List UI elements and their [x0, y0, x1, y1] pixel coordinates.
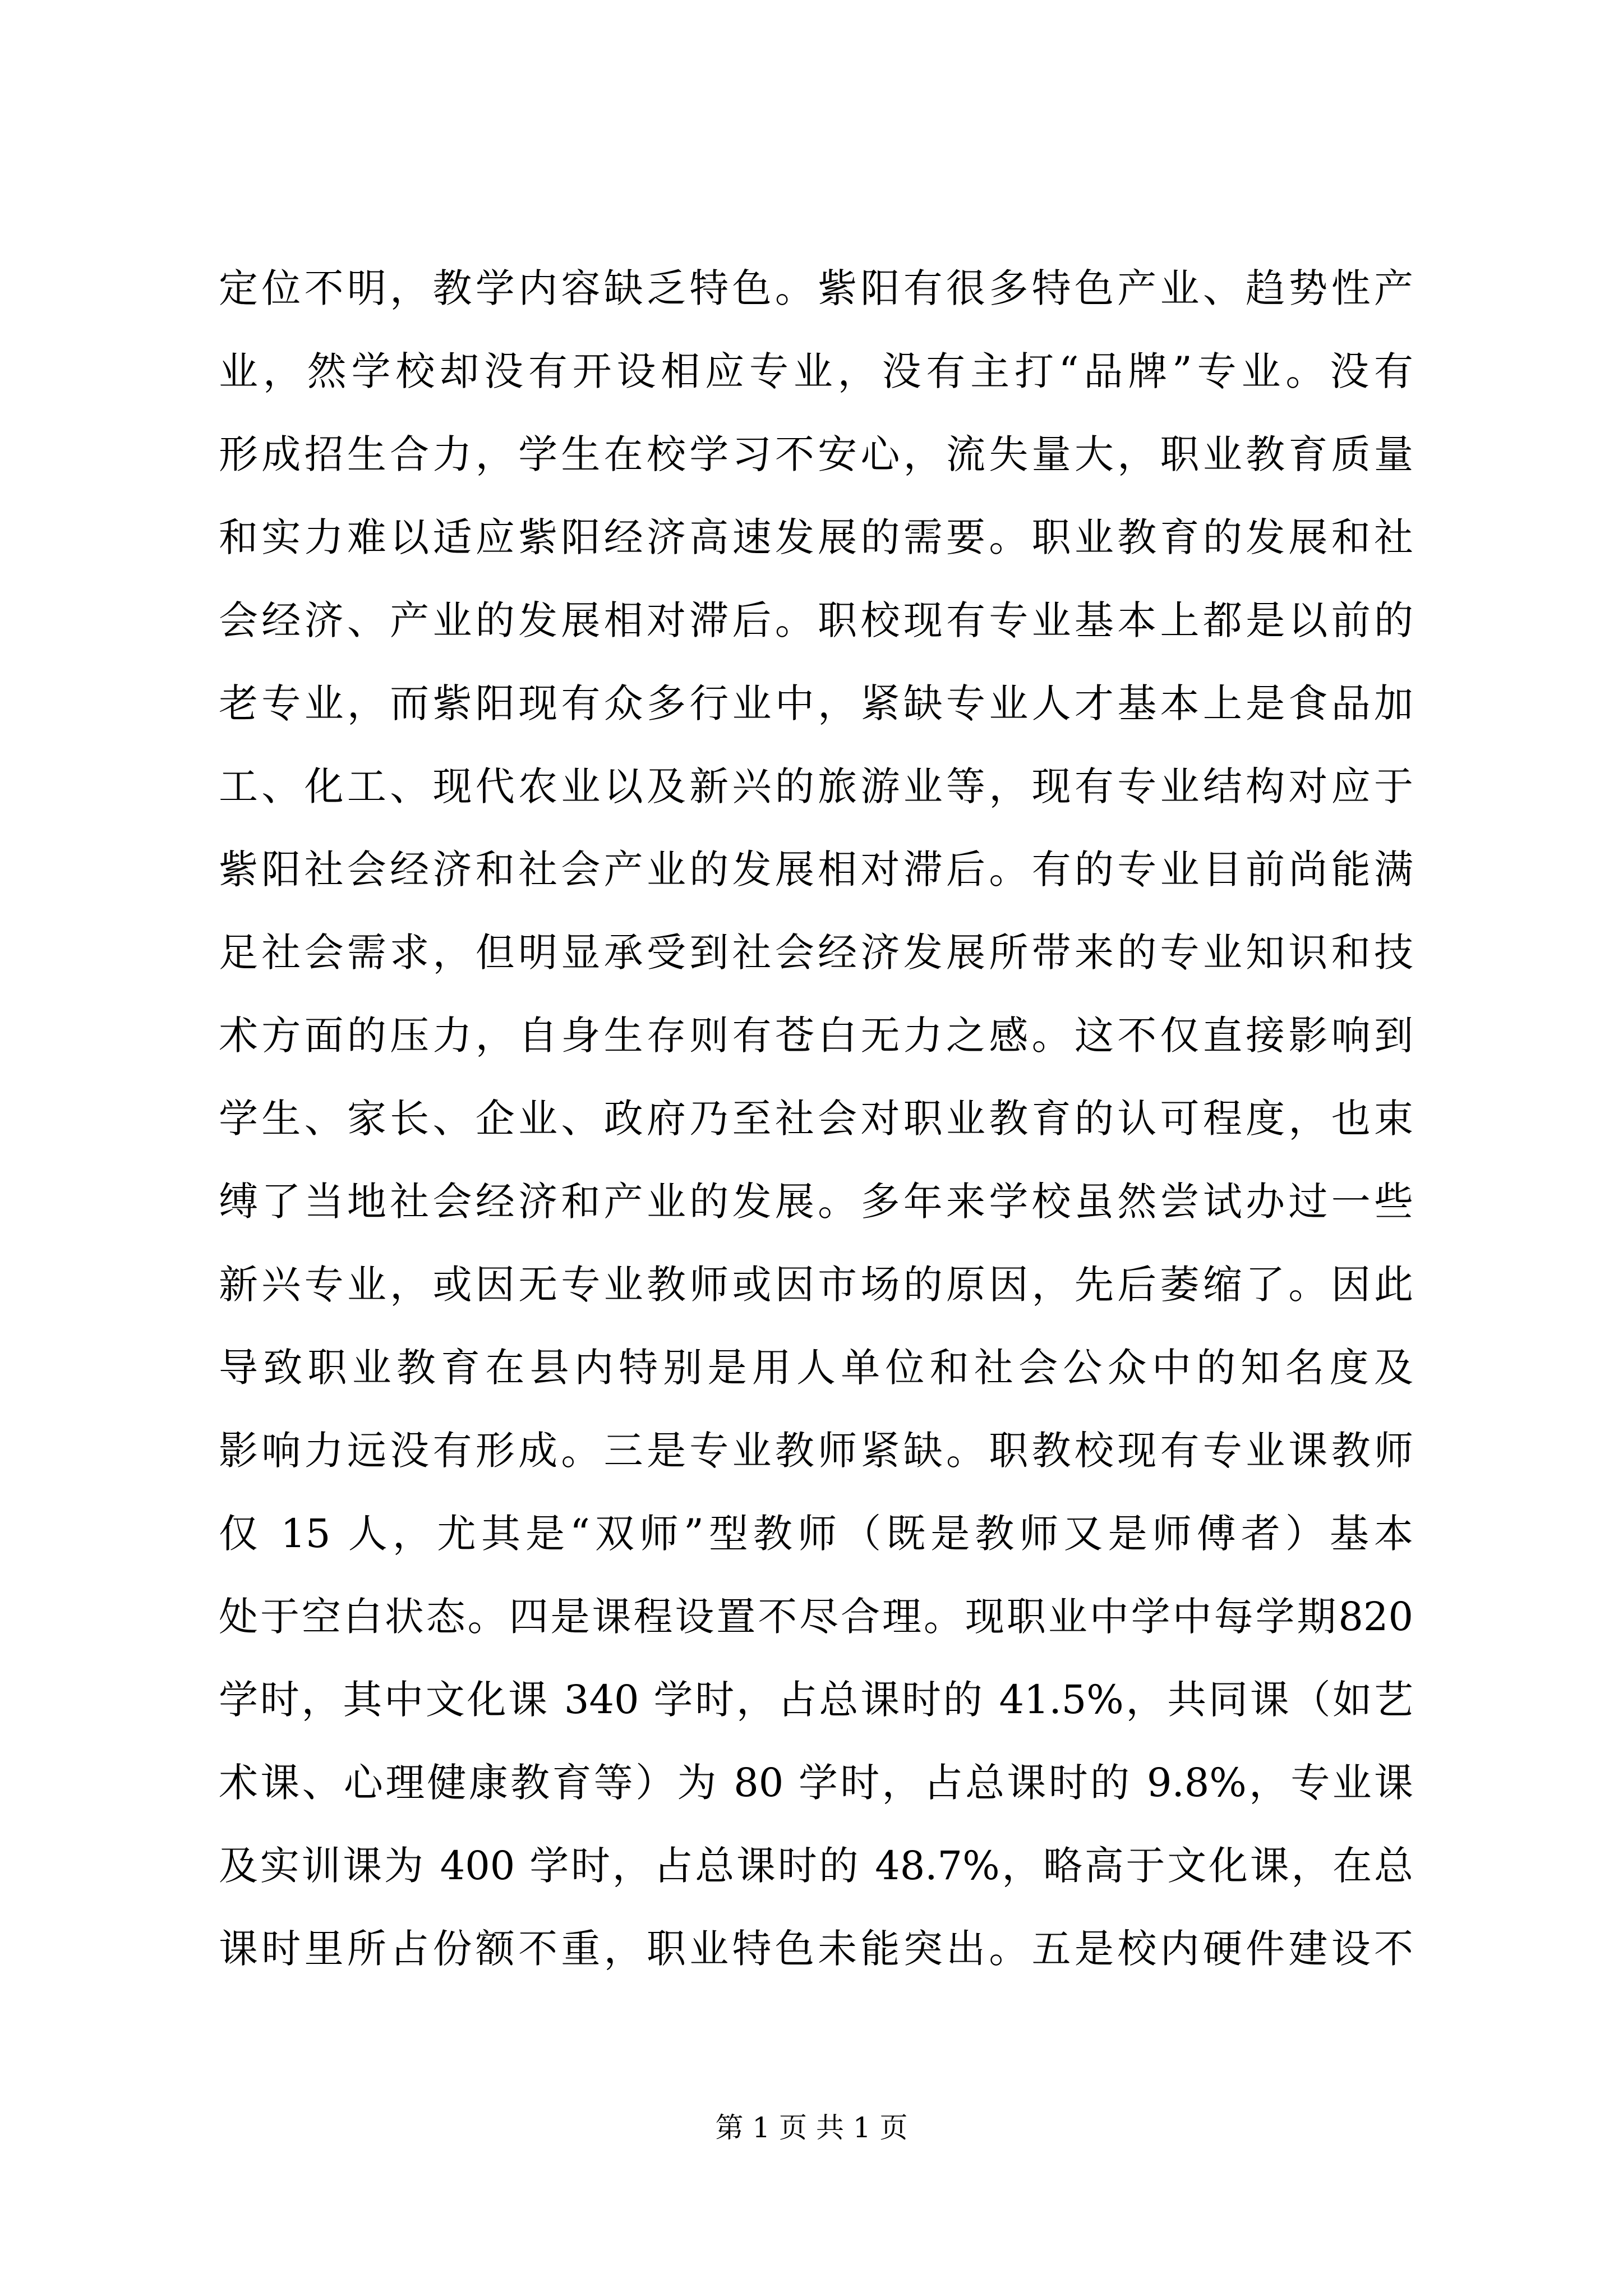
text-line: 处于空白状态。四是课程设置不尽合理。现职业中学中每学期820: [219, 1594, 1413, 1640]
text-line: 学时，其中文化课 340 学时，占总课时的 41.5%，共同课（如艺: [219, 1677, 1413, 1723]
text-line: 课时里所占份额不重，职业特色未能突出。五是校内硬件建设不: [219, 1926, 1413, 1972]
text-line: 新兴专业，或因无专业教师或因市场的原因，先后萎缩了。因此: [219, 1262, 1413, 1308]
text-line: 老专业，而紫阳现有众多行业中，紧缺专业人才基本上是食品加: [219, 680, 1413, 726]
text-line: 仅 15 人，尤其是“双师”型教师（既是教师又是师傅者）基本: [219, 1511, 1413, 1557]
text-line: 术课、心理健康教育等）为 80 学时，占总课时的 9.8%，专业课: [219, 1760, 1413, 1806]
text-line: 缚了当地社会经济和产业的发展。多年来学校虽然尝试办过一些: [219, 1179, 1413, 1225]
text-line: 足社会需求，但明显承受到社会经济发展所带来的专业知识和技: [219, 930, 1413, 976]
text-line: 形成招生合力，学生在校学习不安心，流失量大，职业教育质量: [219, 431, 1413, 477]
text-line: 学生、家长、企业、政府乃至社会对职业教育的认可程度，也束: [219, 1096, 1413, 1142]
text-line: 会经济、产业的发展相对滞后。职校现有专业基本上都是以前的: [219, 597, 1413, 643]
text-line: 影响力远没有形成。三是专业教师紧缺。职教校现有专业课教师: [219, 1428, 1413, 1474]
text-line: 工、化工、现代农业以及新兴的旅游业等，现有专业结构对应于: [219, 763, 1413, 809]
text-line: 及实训课为 400 学时，占总课时的 48.7%，略高于文化课，在总: [219, 1843, 1413, 1889]
text-line: 术方面的压力，自身生存则有苍白无力之感。这不仅直接影响到: [219, 1013, 1413, 1059]
text-line: 定位不明，教学内容缺乏特色。紫阳有很多特色产业、趋势性产: [219, 265, 1413, 311]
text-line: 和实力难以适应紫阳经济高速发展的需要。职业教育的发展和社: [219, 514, 1413, 560]
page-footer: 第 1 页 共 1 页: [715, 2111, 908, 2144]
text-line: 业，然学校却没有开设相应专业，没有主打“品牌”专业。没有: [219, 348, 1413, 394]
text-line: 导致职业教育在县内特别是用人单位和社会公众中的知名度及: [219, 1345, 1413, 1391]
text-line: 紫阳社会经济和社会产业的发展相对滞后。有的专业目前尚能满: [219, 846, 1413, 892]
body-text: [219, 247, 1413, 1990]
